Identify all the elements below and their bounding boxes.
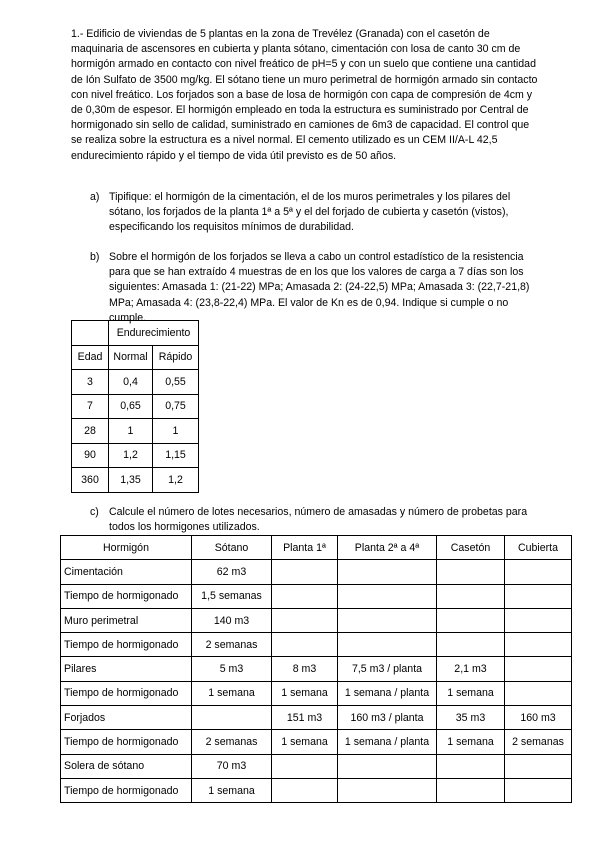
table-cell: Tiempo de hormigonado xyxy=(61,681,192,705)
table-cell xyxy=(338,633,437,657)
table-cell: 1,15 xyxy=(153,443,199,468)
table-cell: 90 xyxy=(72,443,109,468)
table-cell: 1 xyxy=(109,419,153,444)
concrete-volumes-table xyxy=(60,535,572,803)
table-cell xyxy=(505,584,572,608)
table-cell: Cimentación xyxy=(61,560,192,584)
question-c-text: Calcule el número de lotes necesarios, número de amasadas y número de probetas para todos los hormigones utilizados. xyxy=(109,506,528,534)
table-cell xyxy=(338,778,437,802)
table-cell xyxy=(437,778,505,802)
table-cell xyxy=(272,608,338,632)
table-cell: 7 xyxy=(72,394,109,419)
table-cell xyxy=(272,560,338,584)
column-header: Casetón xyxy=(437,536,505,560)
question-a-label: a) xyxy=(90,191,100,203)
table-cell: 62 m3 xyxy=(192,560,272,584)
column-header: Cubierta xyxy=(505,536,572,560)
question-b-text: Sobre el hormigón de los forjados se lleva a cabo un control estadístico de la resistencia para que se han extraído 4 muestras de en los que los valores de carga a 7 días son los siguientes: Amasada 1: (21-22) MPa; Amasada 2: (24-22,5) MPa; Amasada 3: (22,7-21,8) MPa; Amasada 4: (23,8-22,4) MPa. El valor de Kn es de 0,94. Indique si cumple o no cumple. xyxy=(109,251,530,324)
table-cell: 1 semana xyxy=(192,778,272,802)
table-cell xyxy=(437,608,505,632)
table-cell: 2 semanas xyxy=(192,730,272,754)
table-cell: 1 semana xyxy=(272,730,338,754)
table-cell xyxy=(338,560,437,584)
hardening-coefficients-table xyxy=(71,320,199,493)
table-cell: 70 m3 xyxy=(192,754,272,778)
table-cell xyxy=(505,657,572,681)
table-cell: 1,5 semanas xyxy=(192,584,272,608)
table-cell: 0,75 xyxy=(153,394,199,419)
table-cell xyxy=(437,584,505,608)
column-header: Normal xyxy=(109,345,153,370)
table-cell xyxy=(272,754,338,778)
table-cell xyxy=(505,560,572,584)
table-row xyxy=(72,321,199,346)
table-cell: 1 semana xyxy=(437,681,505,705)
table-cell: 2,1 m3 xyxy=(437,657,505,681)
table-cell xyxy=(338,584,437,608)
table-cell: 1 xyxy=(153,419,199,444)
table-cell: Pilares xyxy=(61,657,192,681)
table-row xyxy=(61,633,572,657)
table-cell: 1 semana xyxy=(192,681,272,705)
column-header: Rápido xyxy=(153,345,199,370)
table-row xyxy=(61,778,572,802)
table-cell: 0,4 xyxy=(109,370,153,395)
column-header: Planta 2ª a 4ª xyxy=(338,536,437,560)
table-row xyxy=(61,681,572,705)
table-cell xyxy=(272,584,338,608)
table-cell: 0,55 xyxy=(153,370,199,395)
table-row xyxy=(72,468,199,493)
table-cell: 1 semana xyxy=(272,681,338,705)
table-row xyxy=(61,730,572,754)
table-header-row xyxy=(61,536,572,560)
table-row xyxy=(61,608,572,632)
column-header: Sótano xyxy=(192,536,272,560)
table-cell xyxy=(505,633,572,657)
table-cell: 1,35 xyxy=(109,468,153,493)
table-cell: 7,5 m3 / planta xyxy=(338,657,437,681)
table-row xyxy=(72,370,199,395)
table-cell: 160 m3 / planta xyxy=(338,706,437,730)
column-header: Edad xyxy=(72,345,109,370)
table-cell: Forjados xyxy=(61,706,192,730)
question-b xyxy=(90,250,540,326)
table-cell: 3 xyxy=(72,370,109,395)
table-cell: 1 semana / planta xyxy=(338,730,437,754)
table-cell: 2 semanas xyxy=(192,633,272,657)
table-cell xyxy=(505,754,572,778)
group-header: Endurecimiento xyxy=(109,321,199,346)
table-cell-empty xyxy=(72,321,109,346)
table-cell xyxy=(437,560,505,584)
table-row xyxy=(61,584,572,608)
table-header-row xyxy=(72,345,199,370)
table-cell: 360 xyxy=(72,468,109,493)
table-cell xyxy=(272,633,338,657)
question-b-label: b) xyxy=(90,251,100,263)
table-cell xyxy=(437,754,505,778)
table-cell: 0,65 xyxy=(109,394,153,419)
table-cell xyxy=(272,778,338,802)
table-cell: 28 xyxy=(72,419,109,444)
question-a-text: Tipifique: el hormigón de la cimentación, el de los muros perimetrales y los pilares del sótano, los forjados de la planta 1ª a 5ª y el del forjado de cubierta y casetón (vistos), especificando los requisitos mínimos de durabilidad. xyxy=(109,191,511,234)
table-row xyxy=(61,706,572,730)
table-cell: 1 semana / planta xyxy=(338,681,437,705)
table-row xyxy=(61,657,572,681)
table-cell: 8 m3 xyxy=(272,657,338,681)
column-header: Hormigón xyxy=(61,536,192,560)
table-cell: Tiempo de hormigonado xyxy=(61,584,192,608)
table-cell: Tiempo de hormigonado xyxy=(61,633,192,657)
table-cell: Solera de sótano xyxy=(61,754,192,778)
table-row xyxy=(72,394,199,419)
table-row xyxy=(61,754,572,778)
table-cell: 160 m3 xyxy=(505,706,572,730)
table-cell: Tiempo de hormigonado xyxy=(61,778,192,802)
table-cell: 1,2 xyxy=(153,468,199,493)
table-cell xyxy=(505,681,572,705)
table-row xyxy=(61,560,572,584)
table-cell xyxy=(437,633,505,657)
table-row xyxy=(72,443,199,468)
table-cell xyxy=(192,706,272,730)
table-cell xyxy=(338,754,437,778)
table-cell: 1,2 xyxy=(109,443,153,468)
table-cell: 151 m3 xyxy=(272,706,338,730)
column-header: Planta 1ª xyxy=(272,536,338,560)
table-cell: Muro perimetral xyxy=(61,608,192,632)
table-cell: 140 m3 xyxy=(192,608,272,632)
problem-statement: 1.- Edificio de viviendas de 5 plantas en la zona de Trevélez (Granada) con el casetón de maquinaria de ascensores en cubierta y planta sótano, cimentación con losa de canto 30 cm de hormigón armado en contacto con nivel freático de pH=5 y con un suelo que contiene una cantidad de Ión Sulfato de 3500 mg/kg. El sótano tiene un muro perimetral de hormigón armado sin contacto con nivel freático. Los forjados son a base de losa de hormigón con capa de compresión de 4cm y de 0,30m de espesor. El hormigón empleado en toda la estructura es suministrado por Central de hormigonado sin sello de calidad, suministrado en camiones de 6m3 de capacidad. El control que se realiza sobre la estructura es a nivel normal. El cemento utilizado es un CEM II/A-L 42,5 endurecimiento rápido y el tiempo de vida útil previsto es de 50 años. xyxy=(71,28,538,162)
table-cell: 1 semana xyxy=(437,730,505,754)
table-cell: 35 m3 xyxy=(437,706,505,730)
table-row xyxy=(72,419,199,444)
question-c-label: c) xyxy=(90,506,99,518)
table-cell xyxy=(338,608,437,632)
table-cell: 2 semanas xyxy=(505,730,572,754)
question-a xyxy=(90,190,540,236)
table-cell xyxy=(505,608,572,632)
question-c xyxy=(90,505,540,535)
table-cell: 5 m3 xyxy=(192,657,272,681)
table-cell: Tiempo de hormigonado xyxy=(61,730,192,754)
table-cell xyxy=(505,778,572,802)
